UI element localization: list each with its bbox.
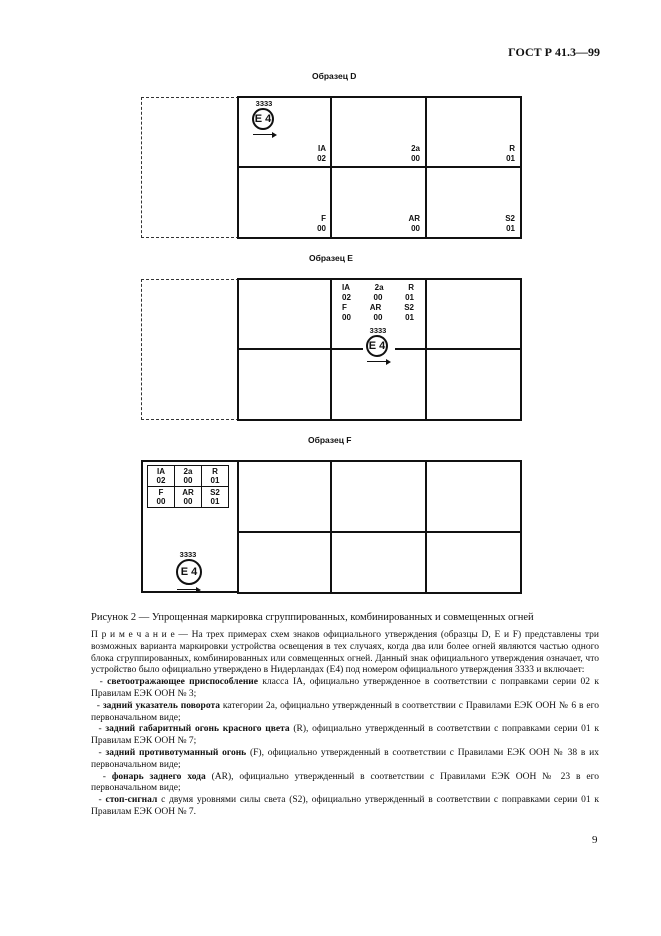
document-header: ГОСТ Р 41.3—99	[508, 45, 600, 59]
code-cell: F 00	[317, 214, 326, 233]
code-cell: S2 01	[202, 487, 229, 508]
sample-d-dashed-area	[141, 97, 239, 238]
approval-number: 3333	[369, 326, 387, 335]
note-item: - задний габаритный огонь красного цвета (R), официально утвержденный в соответствии с поправками серии 01 к Правилам ЕЭК ООН № 7;	[91, 724, 599, 747]
grid-divider	[425, 461, 427, 593]
arrow-right-icon	[177, 589, 199, 590]
grid-divider	[425, 97, 427, 238]
grid-divider	[238, 531, 521, 533]
note-block	[91, 630, 599, 819]
sample-e-title: Образец E	[309, 253, 353, 263]
note-item: - стоп-сигнал с двумя уровнями силы света (S2), официально утвержденный в соответствии с поправками серии 01 к Правилам ЕЭК ООН № 7.	[91, 795, 599, 817]
code-cell: IA 02	[317, 144, 326, 163]
grid-divider	[330, 461, 332, 593]
code-cell: 2a 00	[175, 466, 202, 487]
note-label: П р и м е ч а н и е	[91, 630, 175, 640]
e-mark-circle: E 4	[366, 335, 388, 357]
sample-d-approval-mark	[249, 99, 281, 139]
code-cell: R 01	[506, 144, 515, 163]
code-cell: IA 02	[148, 466, 175, 487]
note-item: - фонарь заднего хода (AR), официально утвержденный в соответствии с Правилами ЕЭК ООН № 23 в его первоначальном виде;	[91, 771, 600, 794]
approval-number: 3333	[179, 550, 197, 559]
sample-e-dashed-area	[141, 279, 239, 420]
note-item: - задний указатель поворота категории 2a, официально утвержденный в соответствии с Правилами ЕЭК ООН № 6 в его первоначальном виде;	[91, 700, 600, 723]
e-mark-circle: E 4	[176, 559, 202, 585]
sample-f-approval-mark	[173, 550, 205, 590]
figure-caption: Рисунок 2 — Упрощенная маркировка сгруппированных, комбинированных и совмещенных огней	[91, 612, 534, 623]
sample-f-title: Образец F	[308, 435, 352, 445]
sample-e-approval-mark	[363, 326, 395, 366]
grid-divider	[238, 166, 521, 168]
sample-d-title: Образец D	[312, 71, 357, 81]
grid-divider	[330, 279, 332, 420]
e-mark-circle: E 4	[252, 108, 274, 130]
page-number: 9	[592, 834, 598, 846]
sample-e-codes: IA 2a R 02 00 01 F AR S2 00 00 01	[342, 283, 414, 322]
note-item: - задний противотуманный огонь (F), официально утвержденный в соответствии с Правилами ЕЭК ООН № 38 в их первоначальном виде;	[91, 747, 600, 770]
note-item: - светоотражающее приспособление класса IA, официально утвержденное в соответствии с поправками серии 02 к Правилам ЕЭК ООН № 3;	[91, 677, 599, 699]
grid-divider	[425, 279, 427, 420]
code-cell: R 01	[202, 466, 229, 487]
code-cell: 2a 00	[411, 144, 420, 163]
grid-divider	[330, 97, 332, 238]
approval-number: 3333	[255, 99, 273, 108]
arrow-right-icon	[253, 134, 275, 135]
sample-f-grid	[237, 460, 522, 594]
note-intro: П р и м е ч а н и е — На трех примерах схем знаков официального утверждения (образцы D, E и F) представлены три возможных варианта маркировки устройства освещения в тех случаях, когда два или более огней являются частью одного блока сгруппированных, комбинированных или совмещенных огней. Данный знак официального утверждения означает, что устройство было официально утверждено в Нидерландах (E4) под номером официального утверждения 3333 и включает:	[91, 630, 599, 676]
code-cell: S2 01	[505, 214, 515, 233]
code-cell: AR 00	[408, 214, 420, 233]
code-cell: AR 00	[175, 487, 202, 508]
sample-f-code-table	[147, 465, 229, 508]
code-cell: F 00	[148, 487, 175, 508]
arrow-right-icon	[367, 361, 389, 362]
